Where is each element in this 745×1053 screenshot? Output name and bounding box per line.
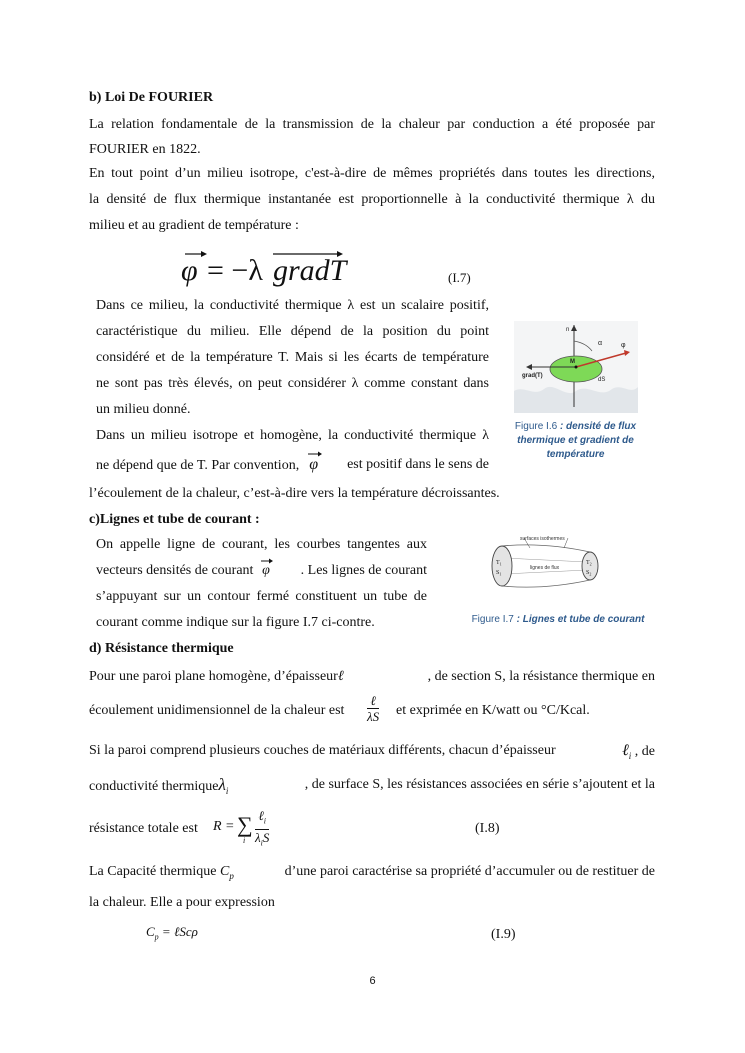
fig6-caption-prefix: Figure I.6 [514,421,558,432]
label-surfaces: surfaces isothermes [520,536,565,542]
label-dS: dS [598,377,606,383]
equation-fourier [181,248,371,288]
resistance-line-3 [89,744,655,763]
eq-phi: φ [181,254,198,287]
frac1-den: λS [367,709,380,724]
eq-frac2 [255,808,269,850]
para2-line-2: caractéristique du milieu. Elle dépend de la position du point [96,324,489,339]
equation-total-resistance [213,806,283,848]
cap-C: C [220,864,230,879]
resistance-line-1-a: Pour une paroi plane homogène, d’épaisseur [89,669,338,684]
fourier-line-3: En tout point d’un milieu isotrope, c'est-à-dire de mêmes propriétés dans toutes les directions, [89,166,655,181]
eq-sum: ∑ [237,812,253,837]
eq-equals: = −λ [207,254,263,287]
eq-label-i9: (I.9) [491,927,516,942]
current-tube-diagram [484,536,608,590]
section-c-title: c)Lignes et tube de courant : [89,512,260,527]
current-phi-arrow [261,558,273,564]
capacity-line-2: la chaleur. Elle a pour expression [89,895,275,910]
para2-phi: φ [309,456,319,473]
label-M: M [570,359,575,365]
label-s2: $S_2$ [586,570,592,577]
fourier-line-5: milieu et au gradient de température : [89,218,299,233]
cap-p-sub: p [229,870,234,881]
resistance-line-2-a: écoulement unidimensionnel de la chaleur est [89,703,345,718]
para2-line-7 [96,458,489,473]
frac2-num: ℓ [258,808,264,823]
fig7-caption-prefix: Figure I.7 [471,614,514,625]
eq-label-i7: (I.7) [448,270,471,285]
para2-line-5: un milieu donné. [96,402,191,417]
para2-line-1: Dans ce milieu, la conductivité thermique λ est un scalaire positif, [96,298,489,313]
figure-i7 [484,536,608,590]
lambda-i-symbol: λ [218,775,226,794]
current-phi-vector [257,564,275,578]
capacity-line-1 [89,865,655,883]
fig7-caption-text: : Lignes et tube de courant [513,614,645,625]
fourier-line-4: la densité de flux thermique instantanée est proportionnelle à la conductivité thermique λ du [89,192,655,207]
para2-line-7-after: est positif dans le sens de [347,457,489,472]
current-line-2 [96,564,427,578]
resistance-line-4 [89,775,655,798]
current-line-4: courant comme indique sur la figure I.7 ci-contre. [96,615,375,630]
para2-line-8: l’écoulement de la chaleur, c’est-à-dire vers la température décroissantes. [89,486,500,501]
label-lignes-flux: lignes de flux [530,565,560,571]
resistance-line-3-b: , de [634,744,655,759]
section-b-title: b) Loi De FOURIER [89,90,214,105]
frac1-num: ℓ [367,693,379,709]
label-s1: $S_1$ [496,570,502,577]
frac2-den: λ [255,829,261,845]
eq-R: R = [213,819,235,834]
fig6-caption-text: : densité de flux thermique et gradient de température [517,421,637,460]
resistance-line-3-a: Si la paroi comprend plusieurs couches de matériaux différents, chacun d’épaisseur [89,743,556,758]
figure-i6 [514,321,638,413]
fraction-l-over-lambda-s [367,693,379,724]
label-phi: φ [621,342,626,349]
resistance-line-5-a: résistance totale est [89,821,198,836]
label-t2: $T_2$ [586,560,592,567]
eq-grad: gradT [273,254,347,287]
para2-line-4: ne sont pas très élevés, on peut considérer λ comme constant dans [96,376,489,391]
frac2-den-sub: i [260,838,263,848]
current-line-2-after: . Les lignes de courant [300,563,427,578]
figure-i7-caption [460,613,656,627]
capacity-line-1-b: d’une paroi caractérise sa propriété d’accumuler ou de restituer de [284,864,655,879]
eq9-C: C [146,924,155,939]
page-number: 6 [369,975,376,987]
ell-i-symbol: ℓ [622,742,629,759]
para2-line-3: considéré et de la température T. Mais si les écarts de température [96,350,489,365]
equation-capacity [146,925,198,945]
label-grad: grad(T) [522,373,543,379]
eq-sum-sub: i [243,836,246,845]
section-d-title: d) Résistance thermique [89,641,234,656]
eq-label-i8: (I.8) [475,821,500,836]
resistance-line-1 [89,670,655,684]
label-alpha: α [598,340,603,347]
phi-arrow [308,451,322,457]
current-line-1: On appelle ligne de courant, les courbes tangentes aux [96,537,427,552]
resistance-line-4-a: conductivité thermique [89,779,219,794]
frac2-den-end: S [262,829,270,845]
current-phi: φ [262,563,270,578]
resistance-line-3-tail [622,744,655,763]
fourier-line-1: La relation fondamentale de la transmission de la chaleur par conduction a été proposée par [89,117,655,132]
resistance-line-2-b: et exprimée en K/watt ou °C/Kcal. [396,703,590,718]
flux-gradient-diagram [514,321,638,413]
para2-line-7-before: ne dépend que de T. Par convention, [96,458,300,473]
ell-symbol: ℓ [337,669,344,684]
ell-i-sub: i [628,750,632,761]
para2-phi-vector [303,458,325,473]
label-n: n [566,327,570,333]
fourier-line-2: FOURIER en 1822. [89,142,201,157]
resistance-line-4-b: , de surface S, les résistances associées en série s’ajoutent et la [304,777,655,792]
resistance-line-1-b: , de section S, la résistance thermique en [427,669,655,684]
frac2-num-sub: i [263,816,267,826]
eq9-p-sub: p [154,932,159,942]
figure-i6-caption [503,420,648,462]
lambda-i-sub: i [225,785,229,796]
eq9-rest: = ℓScρ [158,924,198,939]
capacity-line-1-a: La Capacité thermique [89,864,217,879]
current-line-2-before: vecteurs densités de courant [96,563,254,578]
para2-line-6: Dans un milieu isotrope et homogène, la conductivité thermique λ [96,428,489,443]
label-t1: $T_1$ [496,560,502,567]
current-line-3: s’appuyant sur un contour fermé constituent un tube de [96,589,427,604]
